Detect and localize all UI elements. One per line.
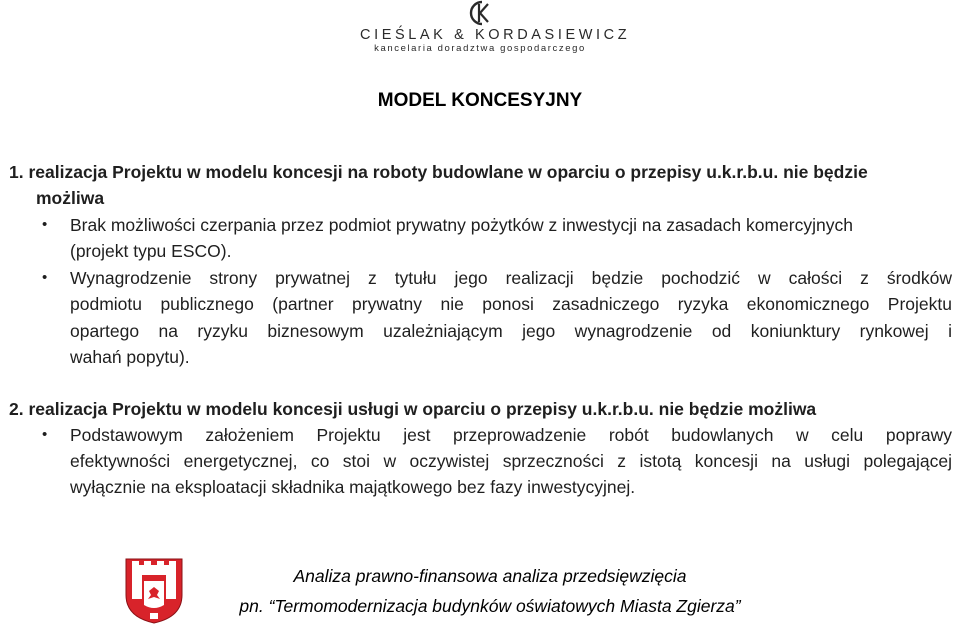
section-1-bullet-2-line-2: podmiotu publicznego (partner prywatny nie ponosi zasadniczego ryzyka ekonomicznego Projektu — [70, 294, 952, 314]
section-1-heading-line-2: możliwa — [36, 188, 105, 208]
zgierz-coat-of-arms-icon — [124, 555, 184, 625]
page-title: MODEL KONCESYJNY — [377, 90, 583, 111]
bullet-icon: • — [42, 426, 48, 443]
section-1-bullet-2-line-3: opartego na ryzyku biznesowym uzależniającym jego wynagrodzenie od koniunktury rynkowej i — [70, 321, 952, 341]
section-2-bullet-1-line-3: wyłącznie na eksploatacji składnika majątkowego bez fazy inwestycyjnej. — [70, 477, 636, 497]
company-logo — [360, 0, 631, 58]
section-1-bullet-2-line-1: Wynagrodzenie strony prywatnej z tytułu jego realizacji będzie pochodzić w całości z środków — [70, 268, 952, 288]
bullet-icon: • — [42, 216, 48, 233]
section-2-bullet-1-line-1: Podstawowym założeniem Projektu jest przeprowadzenie robót budowlanych w celu poprawy — [70, 425, 952, 445]
section-1-heading-line-1: 1. realizacja Projektu w modelu koncesji na roboty budowlane w oparciu o przepisy u.k.r.b.u. nie będzie — [9, 162, 868, 182]
ck-monogram-icon — [466, 0, 494, 26]
company-subtitle: kancelaria doradztwa gospodarczego — [374, 43, 586, 54]
section-1-bullet-1-line-1: Brak możliwości czerpania przez podmiot prywatny pożytków z inwestycji na zasadach komercyjnych — [70, 215, 853, 235]
section-2-heading: 2. realizacja Projektu w modelu koncesji usługi w oparciu o przepisy u.k.r.b.u. nie będzie możliwa — [9, 399, 817, 419]
footer-line-1: Analiza prawno-finansowa analiza przedsięwzięcia — [293, 566, 687, 586]
company-name: CIEŚLAK & KORDASIEWICZ — [360, 27, 631, 43]
section-2-bullet-1-line-2: efektywności energetycznej, co stoi w oczywistej sprzeczności z istotą koncesji na usługi polegającej — [70, 451, 952, 471]
footer-line-2: pn. “Termomodernizacja budynków oświatowych Miasta Zgierza” — [239, 596, 741, 616]
section-1-bullet-2-line-4: wahań popytu). — [70, 347, 190, 367]
section-1-bullet-1-line-2: (projekt typu ESCO). — [70, 241, 232, 261]
bullet-icon: • — [42, 269, 48, 286]
